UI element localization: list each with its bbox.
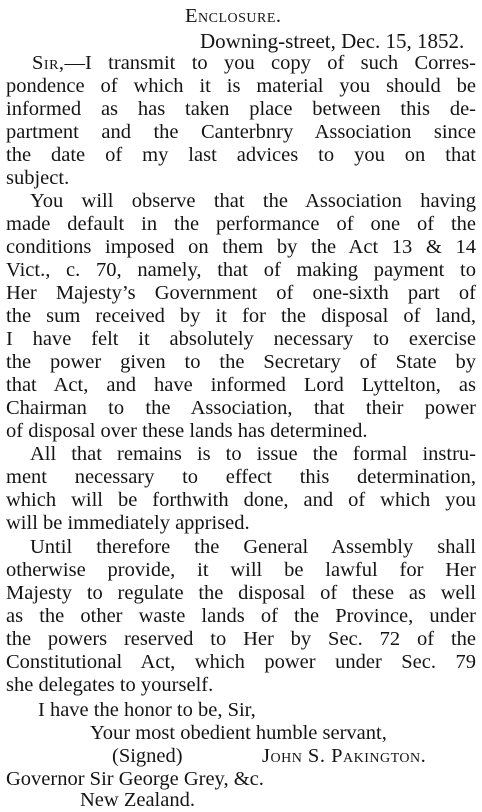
paragraph-1-line-3: informed as has taken place between this de- [6, 98, 476, 120]
paragraph-2-line-9: that Act, and have informed Lord Lyttelton, as [6, 374, 476, 396]
paragraph-2-line-6: the sum received by it for the disposal of land, [6, 305, 476, 327]
paragraph-1-line-6: subject. [6, 167, 70, 189]
paragraph-3-line-1: All that remains is to issue the formal instru- [30, 443, 476, 465]
paragraph-2-line-3: conditions imposed on them by the Act 13 & 14 [6, 236, 476, 258]
paragraph-2-line-5: Her Majesty’s Government of one-sixth part of [6, 282, 476, 304]
paragraph-1-line-4: partment and the Canterbnry Association since [6, 121, 476, 143]
signatory-name: John S. Pakington. [262, 745, 427, 767]
paragraph-4-line-3: Majesty to regulate the disposal of these as well [6, 582, 476, 604]
closing-line-2: Your most obedient humble servant, [90, 722, 387, 744]
enclosure-heading: Enclosure. [185, 5, 282, 27]
paragraph-1-line-1 [32, 51, 476, 75]
paragraph-4-line-4: as the other waste lands of the Province, under [6, 605, 476, 627]
paragraph-3-line-3: which will be forthwith done, and of which you [6, 489, 476, 511]
paragraph-3-line-2: ment necessary to effect this determination, [6, 466, 476, 488]
paragraph-2-line-11: of disposal over these lands has determined. [6, 420, 368, 442]
paragraph-2-line-8: the power given to the Secretary of State by [6, 351, 476, 373]
closing-line-1: I have the honor to be, Sir, [38, 699, 256, 721]
paragraph-4-line-7: she delegates to yourself. [6, 674, 214, 696]
paragraph-4-line-6: Constitutional Act, which power under Sec. 79 [6, 651, 476, 673]
paragraph-4-line-1: Until therefore the General Assembly shall [30, 536, 476, 558]
paragraph-3-line-4: will be immediately apprised. [6, 512, 250, 534]
paragraph-2-line-2: made default in the performance of one of the [6, 213, 476, 235]
paragraph-4-line-5: the powers reserved to Her by Sec. 72 of the [6, 628, 476, 650]
addressee-name: Governor Sir George Grey, &c. [6, 768, 264, 790]
salutation: Sir, [32, 52, 65, 74]
paragraph-1-line-5: the date of my last advices to you on that [6, 144, 476, 166]
paragraph-2-line-1: You will observe that the Association having [30, 190, 476, 212]
dateline: Downing-street, Dec. 15, 1852. [200, 29, 465, 53]
addressee-place: New Zealand. [80, 789, 195, 811]
paragraph-2-line-10: Chairman to the Association, that their power [6, 397, 476, 419]
paragraph-1-line-1-text: —I transmit to you copy of such Corres- [64, 52, 476, 74]
paragraph-2-line-4: Vict., c. 70, namely, that of making payment to [6, 259, 476, 281]
paragraph-2-line-7: I have felt it absolutely necessary to exercise [6, 328, 476, 350]
signed-label: (Signed) [112, 745, 183, 767]
paragraph-1-line-2: pondence of which it is material you should be [6, 75, 476, 97]
paragraph-4-line-2: otherwise provide, it will be lawful for Her [6, 559, 476, 581]
